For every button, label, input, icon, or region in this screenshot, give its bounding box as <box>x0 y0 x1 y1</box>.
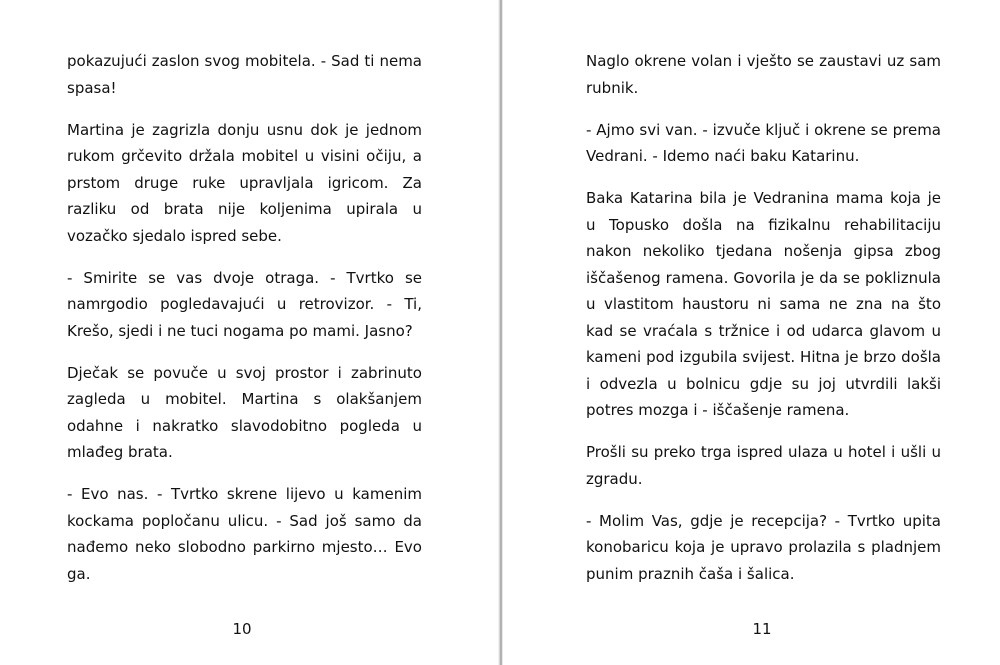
paragraph: Baka Katarina bila je Vedranina mama koja je u Topusko došla na fizikalnu rehabilitaciju nakon nekoliko tjedana nošenja gipsa zbog iščašenog ramena. Govorila je da se pokliznula u vlastitom haustoru ni sama ne zna na što kad se vraćala s tržnice i od udarca glavom u kameni pod izgubila svijest. Hitna je brzo došla i odvezla u bolnicu gdje su joj utvrdili lakši potres mozga i - iščašenje ramena. <box>586 189 941 419</box>
paragraph: - Ajmo svi van. - izvuče ključ i okrene se prema Vedrani. - Idemo naći baku Katarinu. <box>586 120 941 165</box>
paragraph: Dječak se povuče u svoj prostor i zabrinuto zagleda u mobitel. Martina s olakšanjem odahne i nakratko slavodobitno pogleda u mlađeg brata. <box>67 363 422 461</box>
page-number: 10 <box>232 620 252 638</box>
paragraph: pokazujući zaslon svog mobitela. - Sad ti nema spasa! <box>67 52 422 97</box>
paragraph: - Evo nas. - Tvrtko skrene lijevo u kamenim kockama popločanu ulicu. - Sad još samo da nađemo neko slobodno parkirno mjesto… Evo ga. <box>67 485 422 583</box>
right-page-text <box>586 48 941 603</box>
left-page-text <box>67 48 422 603</box>
paragraph: Martina je zagrizla donju usnu dok je jednom rukom grčevito držala mobitel u visini očiju, a prstom druge ruke upravljala igricom. Za razliku od brata nije koljenima upirala u vozačko sjedalo ispred sebe. <box>67 120 422 245</box>
paragraph: Prošli su preko trga ispred ulaza u hotel i ušli u zgradu. <box>586 443 941 488</box>
paragraph: - Smirite se vas dvoje otraga. - Tvrtko se namrgodio pogledavajući u retrovizor. - Ti, Krešo, sjedi i ne tuci nogama po mami. Jasno? <box>67 268 422 340</box>
right-page <box>502 0 1000 665</box>
page-number: 11 <box>752 620 772 638</box>
paragraph: Naglo okrene volan i vješto se zaustavi uz sam rubnik. <box>586 52 941 97</box>
paragraph: - Molim Vas, gdje je recepcija? - Tvrtko upita konobaricu koja je upravo prolazila s pladnjem punim praznih čaša i šalica. <box>586 511 941 583</box>
